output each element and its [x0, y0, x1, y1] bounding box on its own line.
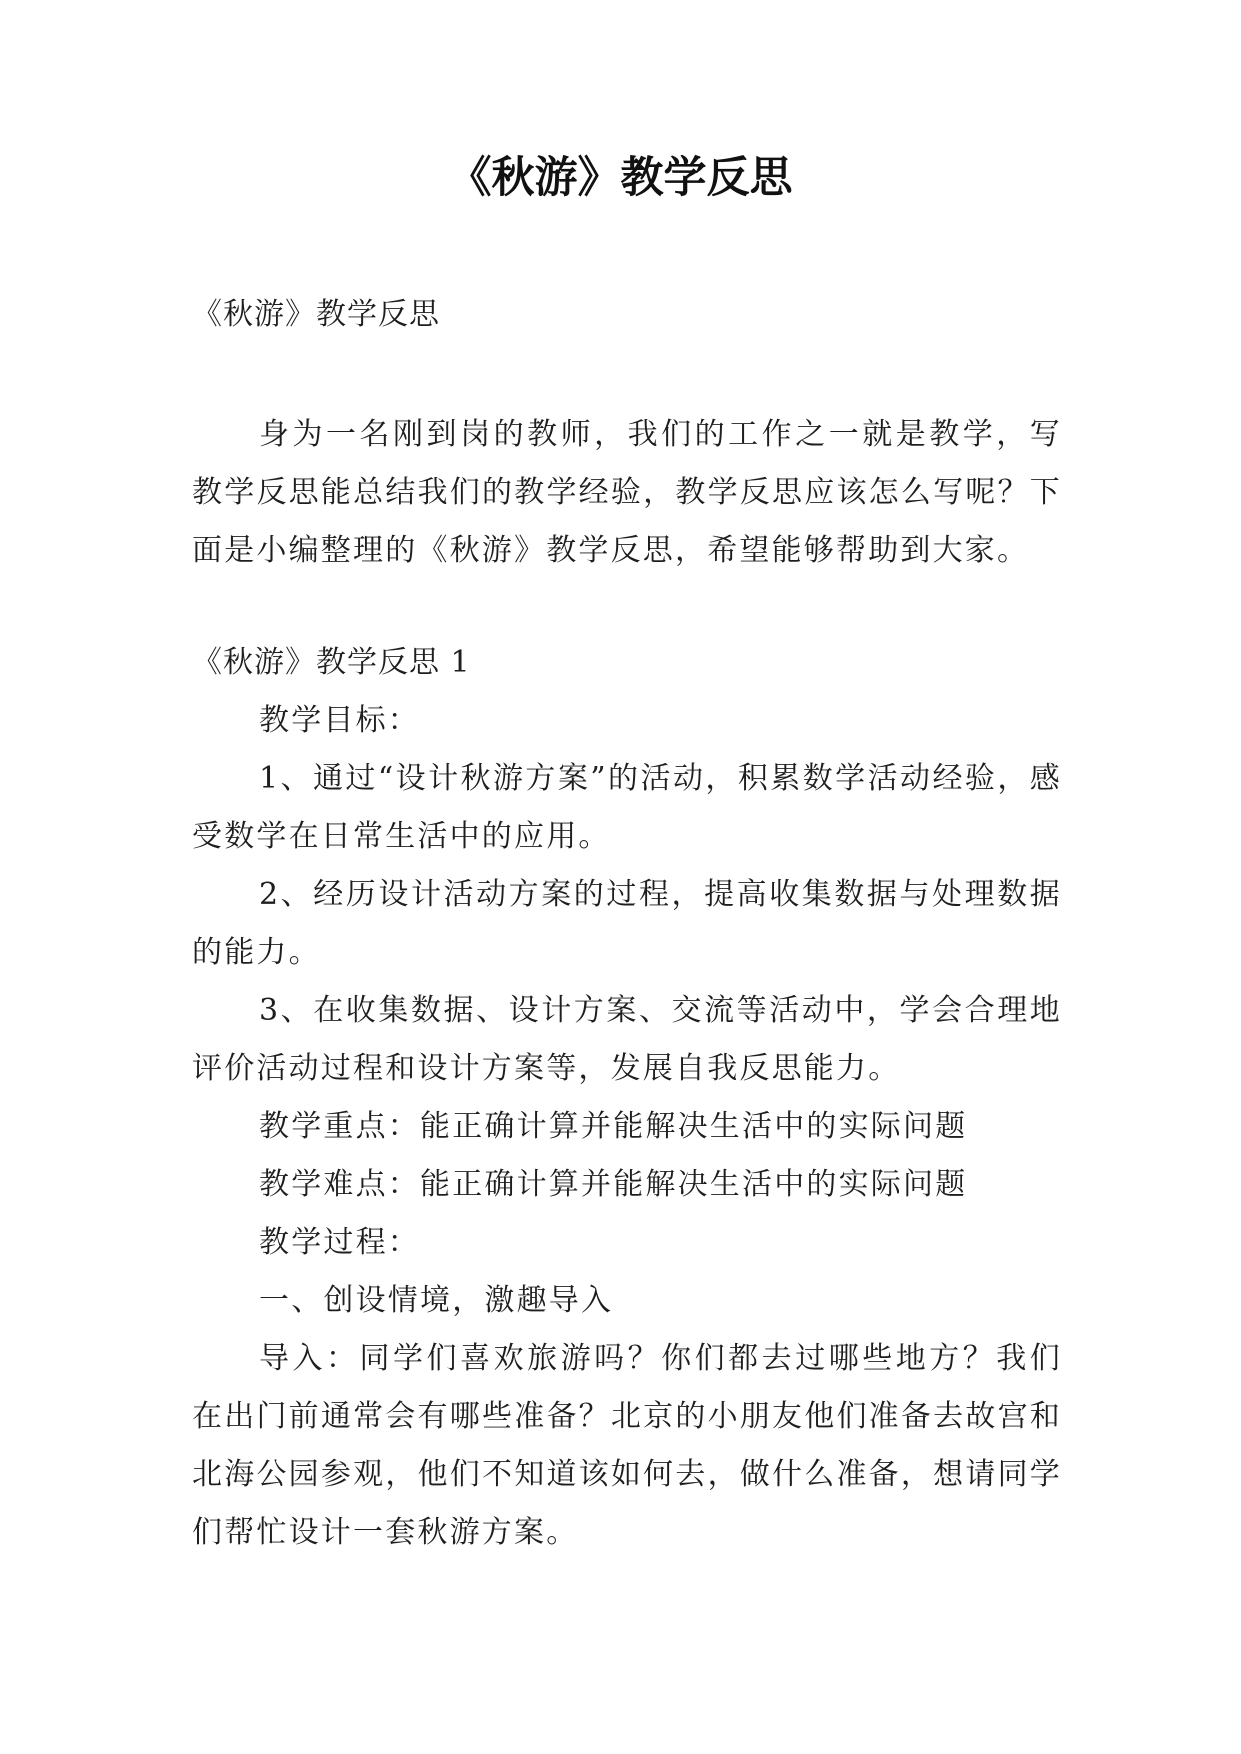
section-heading: 《秋游》教学反思 1: [192, 645, 471, 680]
paragraph-process: 教学过程：: [259, 1225, 420, 1260]
paragraph-intro-question: 导入：同学们喜欢旅游吗？你们都去过哪些地方？我们在出门前通常会有哪些准备？北京的小朋友他们准备去故宫和北海公园参观，他们不知道该如何去，做什么准备，想请同学们帮忙设计一套秋游方案。: [192, 1341, 1062, 1550]
paragraph-key-point: 教学重点：能正确计算并能解决生活中的实际问题: [259, 1109, 968, 1144]
paragraph-step-1: 一、创设情境，激趣导入: [259, 1283, 614, 1318]
paragraph-goal-2: 2、经历设计活动方案的过程，提高收集数据与处理数据的能力。: [192, 877, 1062, 970]
paragraph-difficulty: 教学难点：能正确计算并能解决生活中的实际问题: [259, 1167, 968, 1202]
paragraph-goal-1: 1、通过“设计秋游方案”的活动，积累数学活动经验，感受数学在日常生活中的应用。: [192, 761, 1062, 854]
paragraph-goal-3: 3、在收集数据、设计方案、交流等活动中，学会合理地评价活动过程和设计方案等，发展自我反思能力。: [192, 993, 1062, 1086]
document-subtitle: 《秋游》教学反思: [192, 297, 440, 332]
intro-paragraph: 身为一名刚到岗的教师，我们的工作之一就是教学，写教学反思能总结我们的教学经验，教学反思应该怎么写呢？下面是小编整理的《秋游》教学反思，希望能够帮助到大家。: [192, 417, 1062, 568]
paragraph-teaching-goals: 教学目标：: [259, 703, 420, 738]
section-content: [192, 692, 1062, 1562]
document-title: 《秋游》教学反思: [448, 153, 793, 203]
